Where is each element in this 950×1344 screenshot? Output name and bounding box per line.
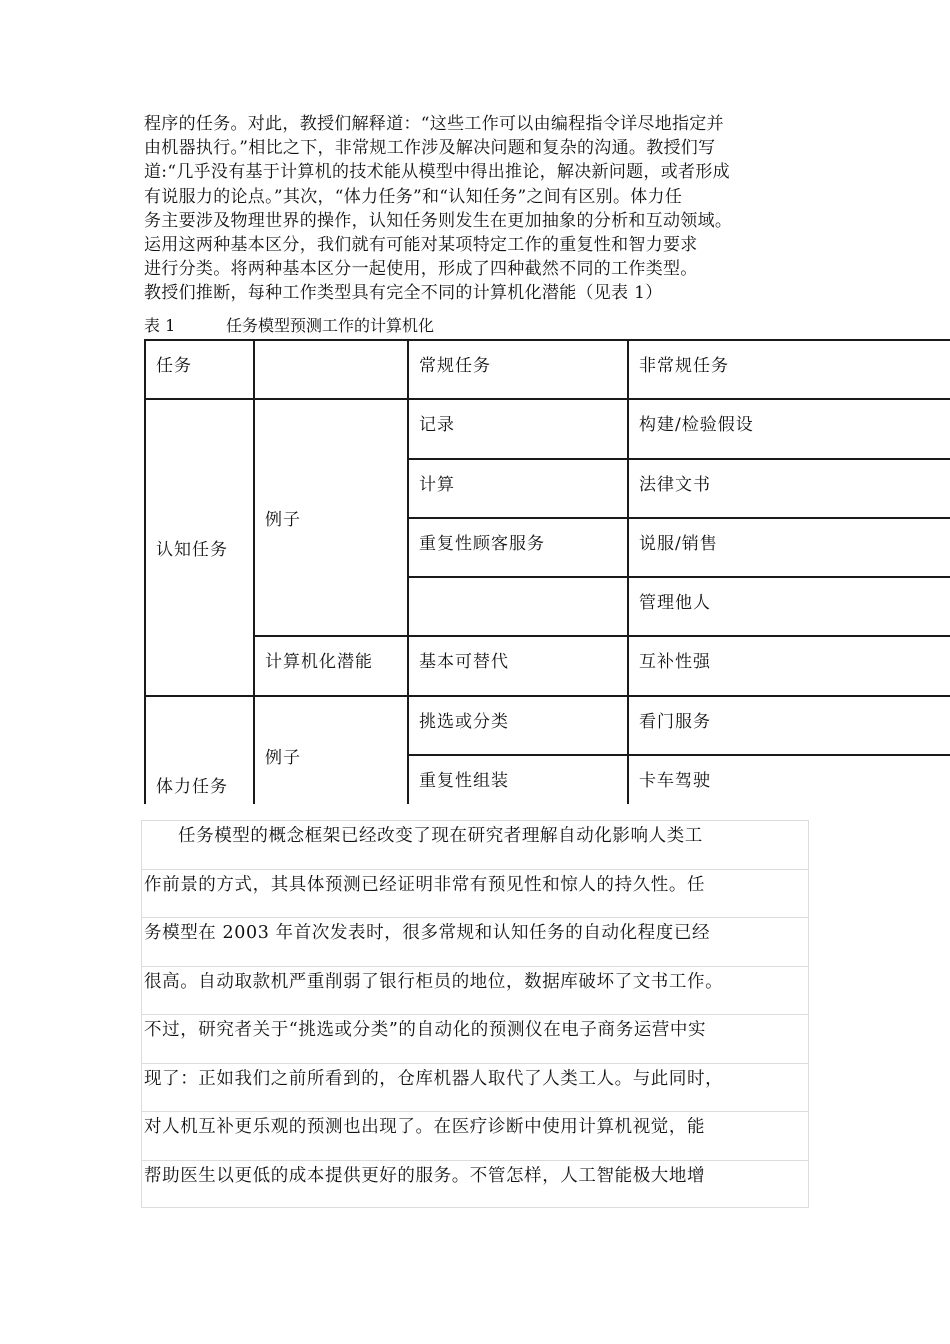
cell-nonroutine: 说服/销售 xyxy=(628,518,950,577)
text-line-content: 任务模型的概念框架已经改变了现在研究者理解自动化影响人类工 xyxy=(178,826,703,846)
manual-task-label: 体力任务 xyxy=(145,696,254,804)
text-line xyxy=(141,869,809,918)
intro-line: 由机器执行。”相比之下，非常规工作涉及解决问题和复杂的沟通。教授们写 xyxy=(144,138,716,159)
text-line xyxy=(141,820,809,869)
table-caption-title: 任务模型预测工作的计算机化 xyxy=(226,316,435,335)
header-task: 任务 xyxy=(145,340,254,399)
intro-line: 有说服力的论点。”其次，“体力任务”和“认知任务”之间有区别。体力任 xyxy=(144,186,683,207)
text-line xyxy=(141,1160,809,1209)
cell-nonroutine: 卡车驾驶 xyxy=(628,755,950,804)
intro-line: 程序的任务。对此，教授们解释道：“这些工作可以由编程指令详尽地指定并 xyxy=(144,114,724,134)
text-line-content: 作前景的方式，其具体预测已经证明非常有预见性和惊人的持久性。任 xyxy=(144,874,706,895)
intro-line: 进行分类。将两种基本区分一起使用，形成了四种截然不同的工作类型。 xyxy=(144,259,698,280)
cognitive-potential-label: 计算机化潜能 xyxy=(254,636,408,695)
body-paragraph xyxy=(141,820,809,1208)
text-line-content: 不过，研究者关于“挑选或分类”的自动化的预测仪在电子商务运营中实 xyxy=(144,1020,707,1040)
text-line xyxy=(141,1111,809,1160)
text-line-content: 务模型在 2003 年首次发表时，很多常规和认知任务的自动化程度已经 xyxy=(144,923,711,943)
text-line xyxy=(141,1014,809,1063)
header-nonroutine: 非常规任务 xyxy=(628,340,950,399)
cell-routine: 重复性顾客服务 xyxy=(408,518,628,577)
intro-paragraph xyxy=(144,112,824,306)
cell-routine: 计算 xyxy=(408,459,628,518)
table-row xyxy=(145,636,950,695)
intro-line: 运用这两种基本区分，我们就有可能对某项特定工作的重复性和智力要求 xyxy=(144,235,698,256)
cell-routine xyxy=(408,577,628,636)
intro-line: 道:“几乎没有基于计算机的技术能从模型中得出推论，解决新问题，或者形成 xyxy=(144,162,730,183)
cell-nonroutine: 构建/检验假设 xyxy=(628,399,950,458)
table-caption-number: 表 1 xyxy=(144,316,176,335)
manual-examples-label: 例子 xyxy=(254,696,408,804)
text-line xyxy=(141,917,809,966)
cell-routine: 挑选或分类 xyxy=(408,696,628,755)
text-line-content: 很高。自动取款机严重削弱了银行柜员的地位，数据库破坏了文书工作。 xyxy=(144,971,724,992)
text-line-content: 对人机互补更乐观的预测也出现了。在医疗诊断中使用计算机视觉，能 xyxy=(144,1117,706,1137)
text-line-content: 帮助医生以更低的成本提供更好的服务。不管怎样，人工智能极大地增 xyxy=(144,1165,706,1186)
header-routine: 常规任务 xyxy=(408,340,628,399)
table-caption xyxy=(144,314,434,338)
table-row xyxy=(145,696,950,755)
intro-line: 务主要涉及物理世界的操作，认知任务则发生在更加抽象的分析和互动领域。 xyxy=(144,210,733,231)
cell-routine: 记录 xyxy=(408,399,628,458)
table-row xyxy=(145,399,950,458)
task-model-table xyxy=(144,339,950,804)
intro-line: 教授们推断，每种工作类型具有完全不同的计算机化潜能（见表 1） xyxy=(144,283,663,304)
cognitive-examples-label: 例子 xyxy=(254,399,408,636)
text-line xyxy=(141,966,809,1015)
cognitive-potential-routine: 基本可替代 xyxy=(408,636,628,695)
cognitive-potential-nonroutine: 互补性强 xyxy=(628,636,950,695)
task-model-table-wrapper xyxy=(144,339,950,804)
text-line xyxy=(141,1063,809,1112)
table-header-row xyxy=(145,340,950,399)
cell-nonroutine: 看门服务 xyxy=(628,696,950,755)
cell-nonroutine: 管理他人 xyxy=(628,577,950,636)
cell-routine: 重复性组装 xyxy=(408,755,628,804)
header-blank xyxy=(254,340,408,399)
cell-nonroutine: 法律文书 xyxy=(628,459,950,518)
cognitive-task-label: 认知任务 xyxy=(145,399,254,695)
text-line-content: 现了：正如我们之前所看到的，仓库机器人取代了人类工人。与此同时， xyxy=(144,1068,724,1089)
